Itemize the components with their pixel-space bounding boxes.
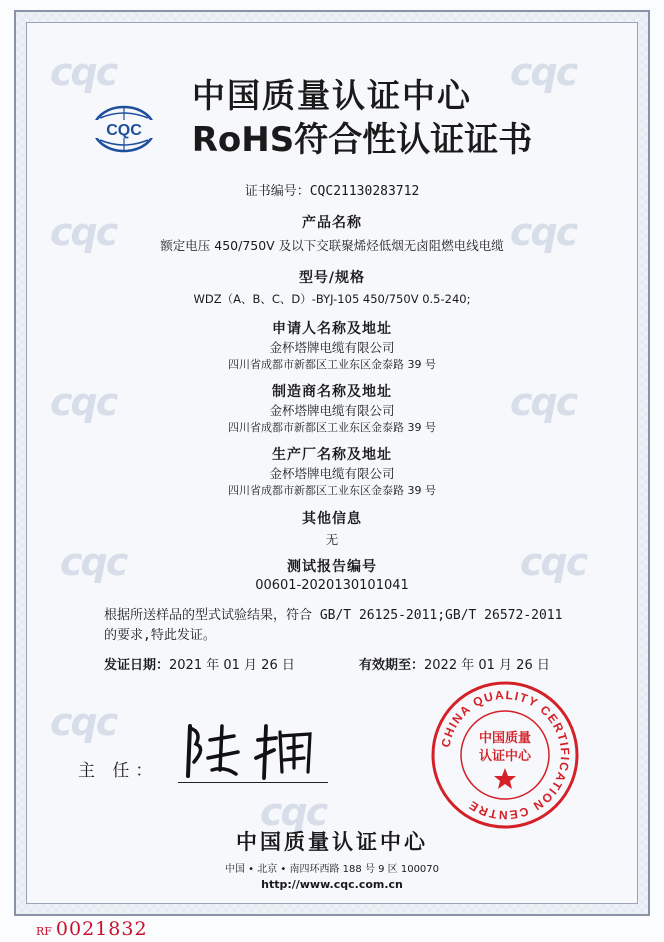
serial-prefix: RF — [36, 925, 52, 938]
product-value: 额定电压 450/750V 及以下交联聚烯烃低烟无卤阻燃电线电缆 — [160, 238, 504, 253]
svg-text:中国质量: 中国质量 — [478, 731, 532, 746]
dates-row — [104, 654, 610, 673]
watermark: cqc — [510, 380, 577, 424]
watermark: cqc — [50, 700, 117, 744]
footer-url[interactable]: http://www.cqc.com.cn — [261, 878, 403, 891]
svg-text:认证中心: 认证中心 — [478, 749, 532, 764]
applicant-name: 金杯塔牌电缆有限公司 — [269, 340, 395, 355]
svg-text:CQC: CQC — [106, 122, 142, 139]
footer-address: 中国 • 北京 • 南四环西路 188 号 9 区 100070 — [224, 864, 440, 875]
watermark: cqc — [510, 50, 577, 94]
manufacturer-label: 制造商名称及地址 — [272, 384, 392, 400]
applicant-address: 四川省成都市新都区工业东区金泰路 39 号 — [228, 358, 436, 371]
model-value: WDZ（A、B、C、D）-BYJ-105 450/750V 0.5-240; — [193, 292, 471, 306]
valid-date-label: 有效期至： — [359, 658, 425, 673]
applicant-label: 申请人名称及地址 — [272, 321, 392, 337]
certificate-number: CQC21130283712 — [309, 184, 420, 199]
report-number-label: 测试报告编号 — [287, 559, 377, 575]
factory-address: 四川省成都市新都区工业东区金泰路 39 号 — [228, 484, 436, 497]
watermark: cqc — [260, 790, 327, 834]
certification-seal — [430, 680, 580, 830]
watermark: cqc — [520, 540, 587, 584]
director-signature — [184, 718, 324, 784]
certification-basis: 根据所送样品的型式试验结果，符合 GB/T 26125-2011;GB/T 26572-2011 的要求,特此发证。 — [104, 608, 563, 643]
issue-date — [104, 658, 325, 673]
certificate-title: RoHS符合性认证证书 — [191, 120, 533, 160]
valid-date-value: 2022 年 01 月 26 日 — [424, 658, 550, 673]
valid-date — [359, 658, 580, 673]
issuer-title: 中国质量认证中心 — [192, 76, 472, 115]
svg-text:CHINA QUALITY CERTIFICATION CE: CHINA QUALITY CERTIFICATION CENTRE — [438, 687, 573, 823]
product-label: 产品名称 — [302, 215, 362, 231]
other-info-label: 其他信息 — [302, 511, 362, 527]
report-number: 00601-2020130101041 — [255, 578, 409, 593]
factory-name: 金杯塔牌电缆有限公司 — [269, 466, 395, 481]
model-label: 型号/规格 — [298, 270, 366, 286]
director-label: 主 任： — [78, 761, 159, 781]
manufacturer-address: 四川省成都市新都区工业东区金泰路 39 号 — [228, 421, 436, 434]
issue-date-value: 2021 年 01 月 26 日 — [169, 658, 295, 673]
watermark: cqc — [50, 50, 117, 94]
watermark: cqc — [50, 380, 117, 424]
serial-value: 0021832 — [55, 918, 148, 940]
certificate-number-row — [0, 180, 664, 199]
signature-line — [178, 782, 328, 783]
footer-organization: 中国质量认证中心 — [236, 830, 428, 854]
other-info-value: 无 — [325, 532, 339, 547]
certificate-number-label: 证书编号： — [244, 184, 310, 199]
factory-label: 生产厂名称及地址 — [272, 447, 392, 463]
watermark: cqc — [510, 210, 577, 254]
watermark: cqc — [60, 540, 127, 584]
serial-number — [36, 918, 148, 940]
manufacturer-name: 金杯塔牌电缆有限公司 — [269, 403, 395, 418]
watermark: cqc — [50, 210, 117, 254]
issue-date-label: 发证日期： — [104, 658, 170, 673]
